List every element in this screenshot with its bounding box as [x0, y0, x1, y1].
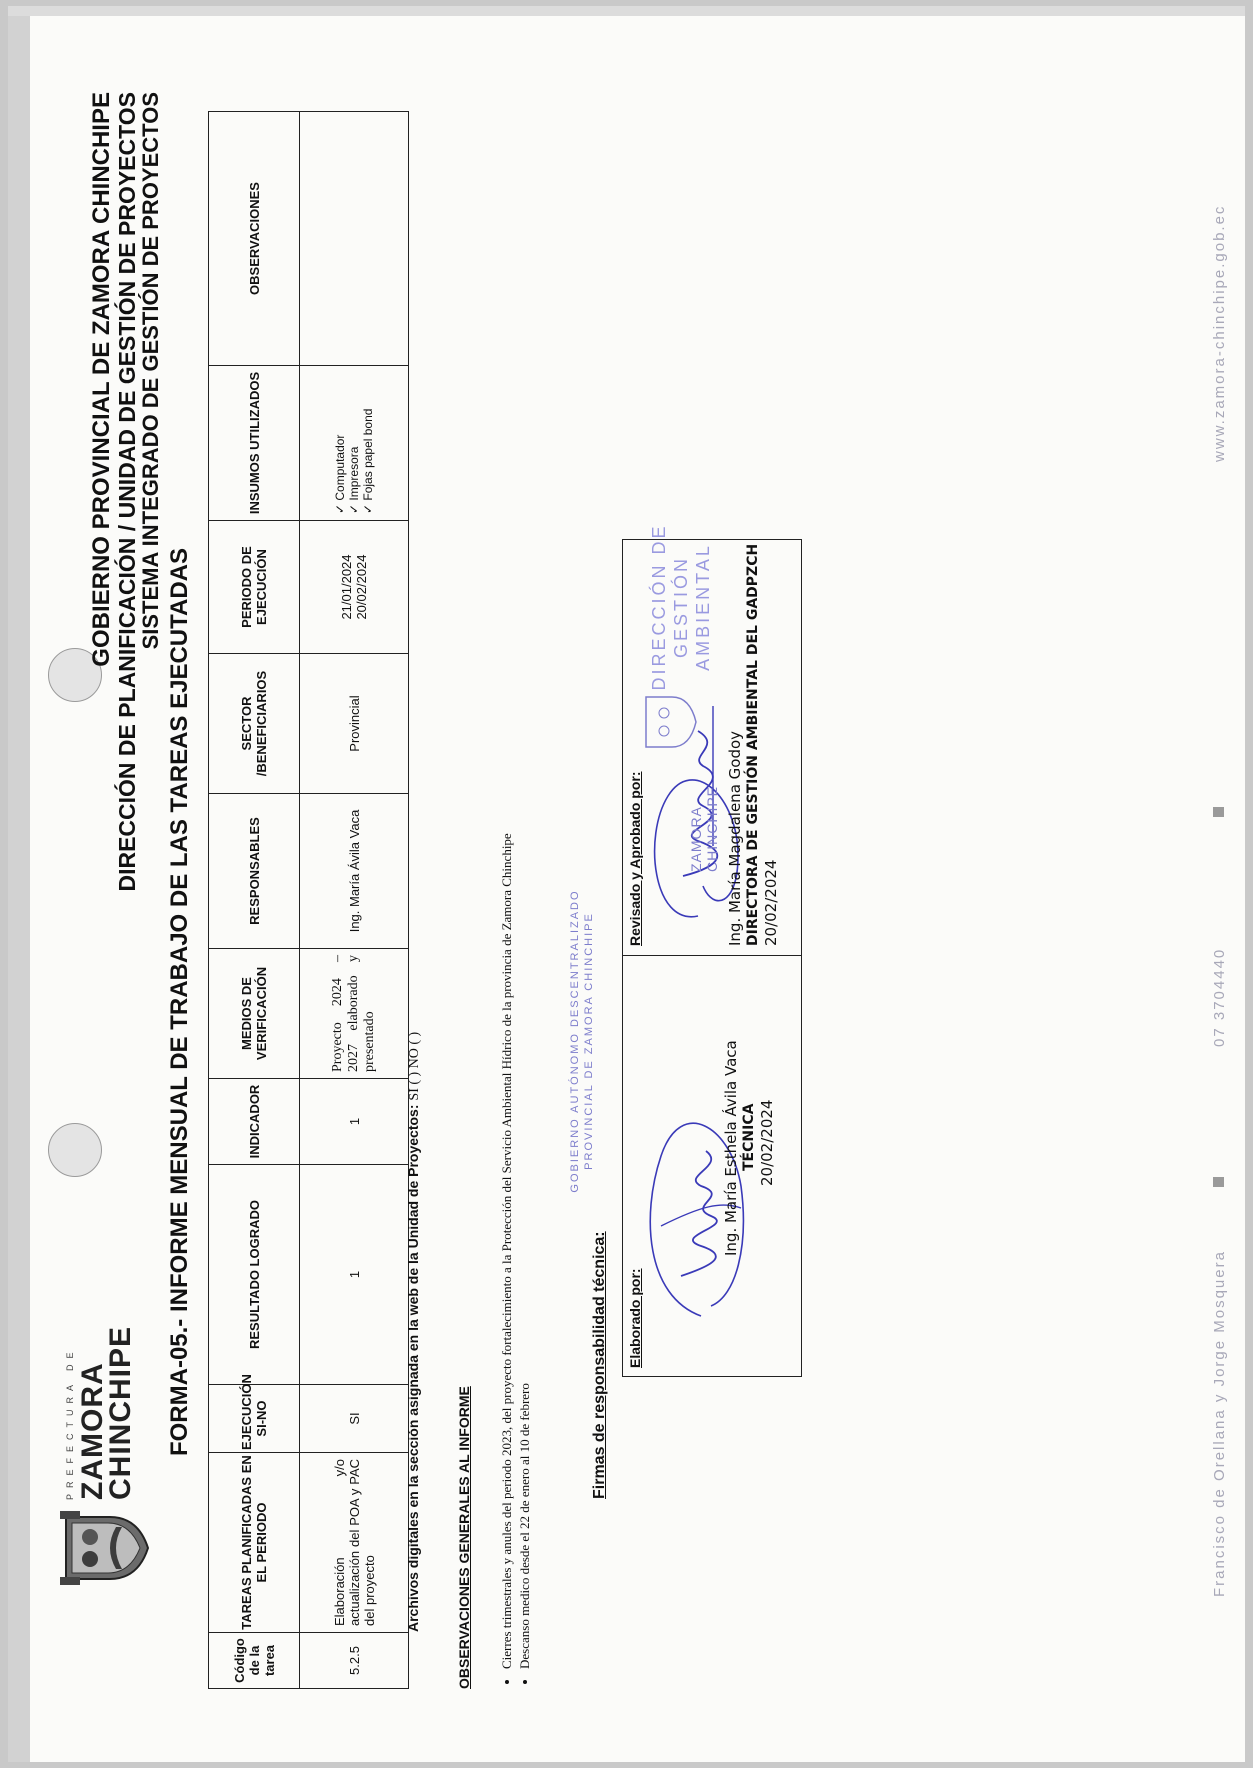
observaciones-title: OBSERVACIONES GENERALES AL INFORME	[456, 1386, 472, 1689]
header-government: GOBIERNO PROVINCIAL DE ZAMORA CHINCHIPE	[88, 92, 115, 667]
brand-prefix: PREFECTURA DE	[65, 1346, 75, 1500]
archivos-note	[405, 1032, 423, 1632]
header-system: SISTEMA INTEGRADO DE GESTIÓN DE PROYECTOS	[138, 92, 163, 650]
table-row	[300, 112, 409, 1689]
revisado-name: Ing. María Magdalena Godoy	[726, 730, 744, 946]
list-item: • Cierres trimestrales y anules del periodo 2023, del proyecto fortalecimiento a la Protección del Servicio Ambiental Hídrico de la provincia de Zamora Chinchipe	[498, 833, 516, 1669]
column-header: RESPONSABLES	[209, 794, 300, 949]
column-header: PERIODO DE EJECUCIÓN	[209, 521, 300, 654]
cell-sector: Provincial	[300, 654, 409, 794]
revisado-date: 20/02/2024	[762, 859, 780, 946]
archivos-label: Archivos digitales en la sección asignada en la web de la Unidad de Proyectos:	[405, 1104, 421, 1632]
firmas-title: Firmas de responsabilidad técnica:	[591, 1231, 608, 1499]
cell-insumos	[300, 366, 409, 521]
brand-name-line1: ZAMORA	[76, 1362, 109, 1500]
column-header: OBSERVACIONES	[209, 112, 300, 366]
form-title: FORMA-05.- INFORME MENSUAL DE TRABAJO DE LAS TAREAS EJECUTADAS	[166, 547, 193, 1457]
column-header: MEDIOS DE VERIFICACIÓN	[209, 949, 300, 1079]
archivos-options: SI ( ) NO ( )	[407, 1031, 422, 1101]
elaborado-role: TÉCNICA	[741, 1103, 757, 1171]
scanned-page	[8, 6, 1245, 1762]
signature-divider	[623, 955, 801, 956]
stamp-direccion	[648, 502, 714, 712]
periodo-fin: 20/02/2024	[354, 554, 369, 620]
footer-separator	[1213, 807, 1224, 817]
column-header: INSUMOS UTILIZADOS	[209, 366, 300, 521]
stamp-seal-line1: ZAMORA	[688, 806, 704, 872]
cell-tarea: Elaboración y/o actualización del POA y PAC del proyecto	[300, 1453, 409, 1633]
column-header: Código de la tarea	[209, 1633, 300, 1689]
footer-phone: 07 3704440	[1211, 947, 1228, 1047]
header-department: DIRECCIÓN DE PLANIFICACIÓN / UNIDAD DE GESTIÓN DE PROYECTOS	[114, 92, 140, 892]
stamp-direccion-line2: GESTIÓN AMBIENTAL	[671, 543, 713, 671]
revisado-role: DIRECTORA DE GESTIÓN AMBIENTAL DEL GADPZCH	[745, 543, 761, 946]
column-header: SECTOR /BENEFICIARIOS	[209, 654, 300, 794]
elaborado-date: 20/02/2024	[758, 1099, 776, 1186]
list-item: • Descanso medico desde el 22 de enero al 10 de febrero	[516, 833, 534, 1669]
cell-observaciones	[300, 112, 409, 366]
stamp-gobierno	[568, 876, 596, 1206]
stamp-gobierno-line1: GOBIERNO AUTÓNOMO DESCENTRALIZADO	[569, 889, 581, 1193]
list-item: ✓ Fojas papel bond	[361, 372, 375, 514]
list-item: ✓ Impresora	[347, 372, 361, 514]
elaborado-label: Elaborado por:	[627, 1268, 643, 1368]
stamp-seal	[688, 786, 720, 872]
table-header-row	[209, 112, 300, 1689]
column-header: INDICADOR	[209, 1079, 300, 1165]
cell-indicador: 1	[300, 1079, 409, 1165]
footer-separator	[1213, 1177, 1224, 1187]
periodo-inicio: 21/01/2024	[339, 554, 354, 620]
list-item: ✓ Computador	[333, 372, 347, 514]
footer-address: Francisco de Orellana y Jorge Mosquera	[1211, 1250, 1228, 1597]
column-header: TAREAS PLANIFICADAS EN EL PERIODO	[209, 1453, 300, 1633]
column-header: RESULTADO LOGRADO	[209, 1165, 300, 1385]
insumos-list	[333, 372, 375, 514]
brand-name-line2: CHINCHIPE	[104, 1325, 137, 1500]
observaciones-list	[498, 833, 534, 1689]
stamp-seal-line2: CHINCHIPE	[704, 785, 720, 872]
cell-ejecucion: SI	[300, 1385, 409, 1453]
stamp-direccion-line1: DIRECCIÓN DE	[649, 523, 669, 691]
elaborado-name: Ing. María Esthela Ávila Vaca	[722, 1040, 740, 1256]
cell-responsables: Ing. María Ávila Vaca	[300, 794, 409, 949]
rotated-document	[8, 6, 1245, 1762]
cell-periodo	[300, 521, 409, 654]
coat-of-arms-icon	[58, 1509, 150, 1587]
tasks-table	[208, 111, 409, 1689]
column-header: EJECUCIÓN SI-NO	[209, 1385, 300, 1453]
revisado-label: Revisado y Aprobado por:	[627, 771, 643, 946]
footer-website: www.zamora-chinchipe.gob.ec	[1211, 204, 1228, 462]
cell-codigo: 5.2.5	[300, 1633, 409, 1689]
cell-resultado: 1	[300, 1165, 409, 1385]
cell-medios: Proyecto 2024 – 2027 elaborado y presentado	[300, 949, 409, 1079]
stamp-gobierno-line2: PROVINCIAL DE ZAMORA CHINCHIPE	[583, 912, 595, 1170]
